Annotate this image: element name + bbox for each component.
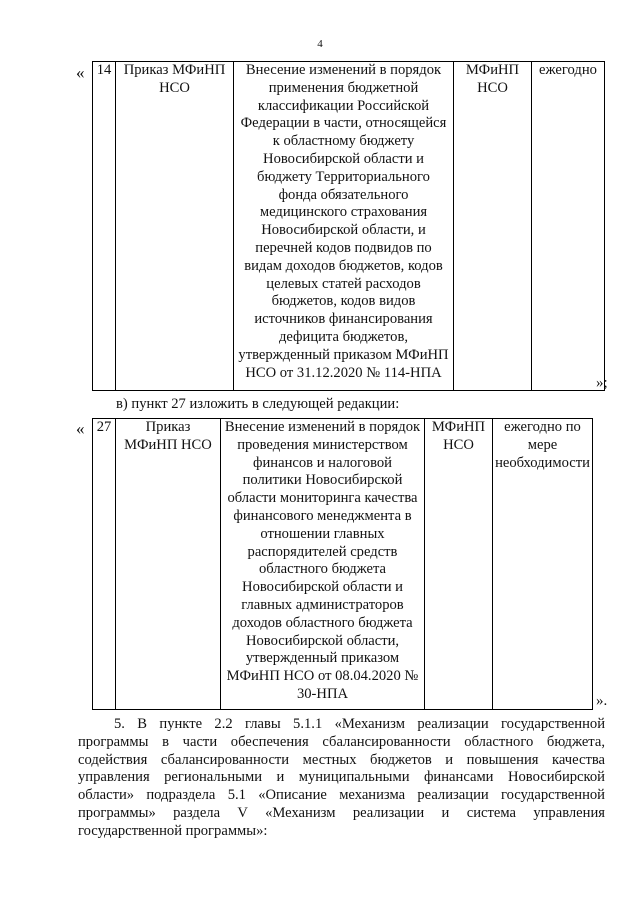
description-cell: Внесение изменений в порядок применения бюджетной классификации Российской Федерации в части, относящейся к областному бюджету Новосибирской области и бюджету Территориального фонда обязательного медицинского страхования Новосибирской области, и перечней кодов подвидов по видам доходов бюджетов, кодов целевых статей расходов бюджетов, кодов видов источников финансирования дефицита бюджетов, утвержденный приказом МФиНП НСО от 31.12.2020 № 114-НПА	[234, 62, 454, 391]
table1-open-quote: «	[76, 63, 85, 82]
table2-close-quote: ».	[596, 693, 608, 709]
table1-close-quote: »;	[596, 375, 608, 391]
table-row	[93, 419, 593, 710]
table2-open-quote: «	[76, 419, 85, 438]
table2	[92, 418, 593, 710]
period-cell: ежегодно по мере необходимости	[493, 419, 593, 710]
intro-text: в) пункт 27 изложить в следующей редакции:	[116, 396, 400, 412]
executor-cell: МФиНП НСО	[425, 419, 493, 710]
executor-cell: МФиНП НСО	[454, 62, 532, 391]
table-row	[93, 62, 605, 391]
table1	[92, 61, 605, 391]
period-cell: ежегодно	[532, 62, 605, 391]
row-number-cell: 27	[93, 419, 116, 710]
page-number: 4	[317, 38, 323, 50]
body-paragraph: 5. В пункте 2.2 главы 5.1.1 «Механизм реализации государственной программы в части обеспечения сбалансированности областного бюджета, содействия сбалансированности местных бюджетов и повышения качества управления региональными и муниципальными финансами Новосибирской области» подраздела 5.1 «Описание механизма реализации государственной программы» раздела V «Механизм реализации и система управления государственной программы»:	[78, 716, 605, 839]
description-cell: Внесение изменений в порядок проведения министерством финансов и налоговой политики Новосибирской области мониторинга качества финансового менеджмента в отношении главных распорядителей средств областного бюджета Новосибирской области и главных администраторов доходов областного бюджета Новосибирской области, утвержденный приказом МФиНП НСО от 08.04.2020 № 30-НПА	[221, 419, 425, 710]
row-number-cell: 14	[93, 62, 116, 391]
document-cell: Приказ МФиНП НСО	[116, 419, 221, 710]
document-cell: Приказ МФиНП НСО	[116, 62, 234, 391]
